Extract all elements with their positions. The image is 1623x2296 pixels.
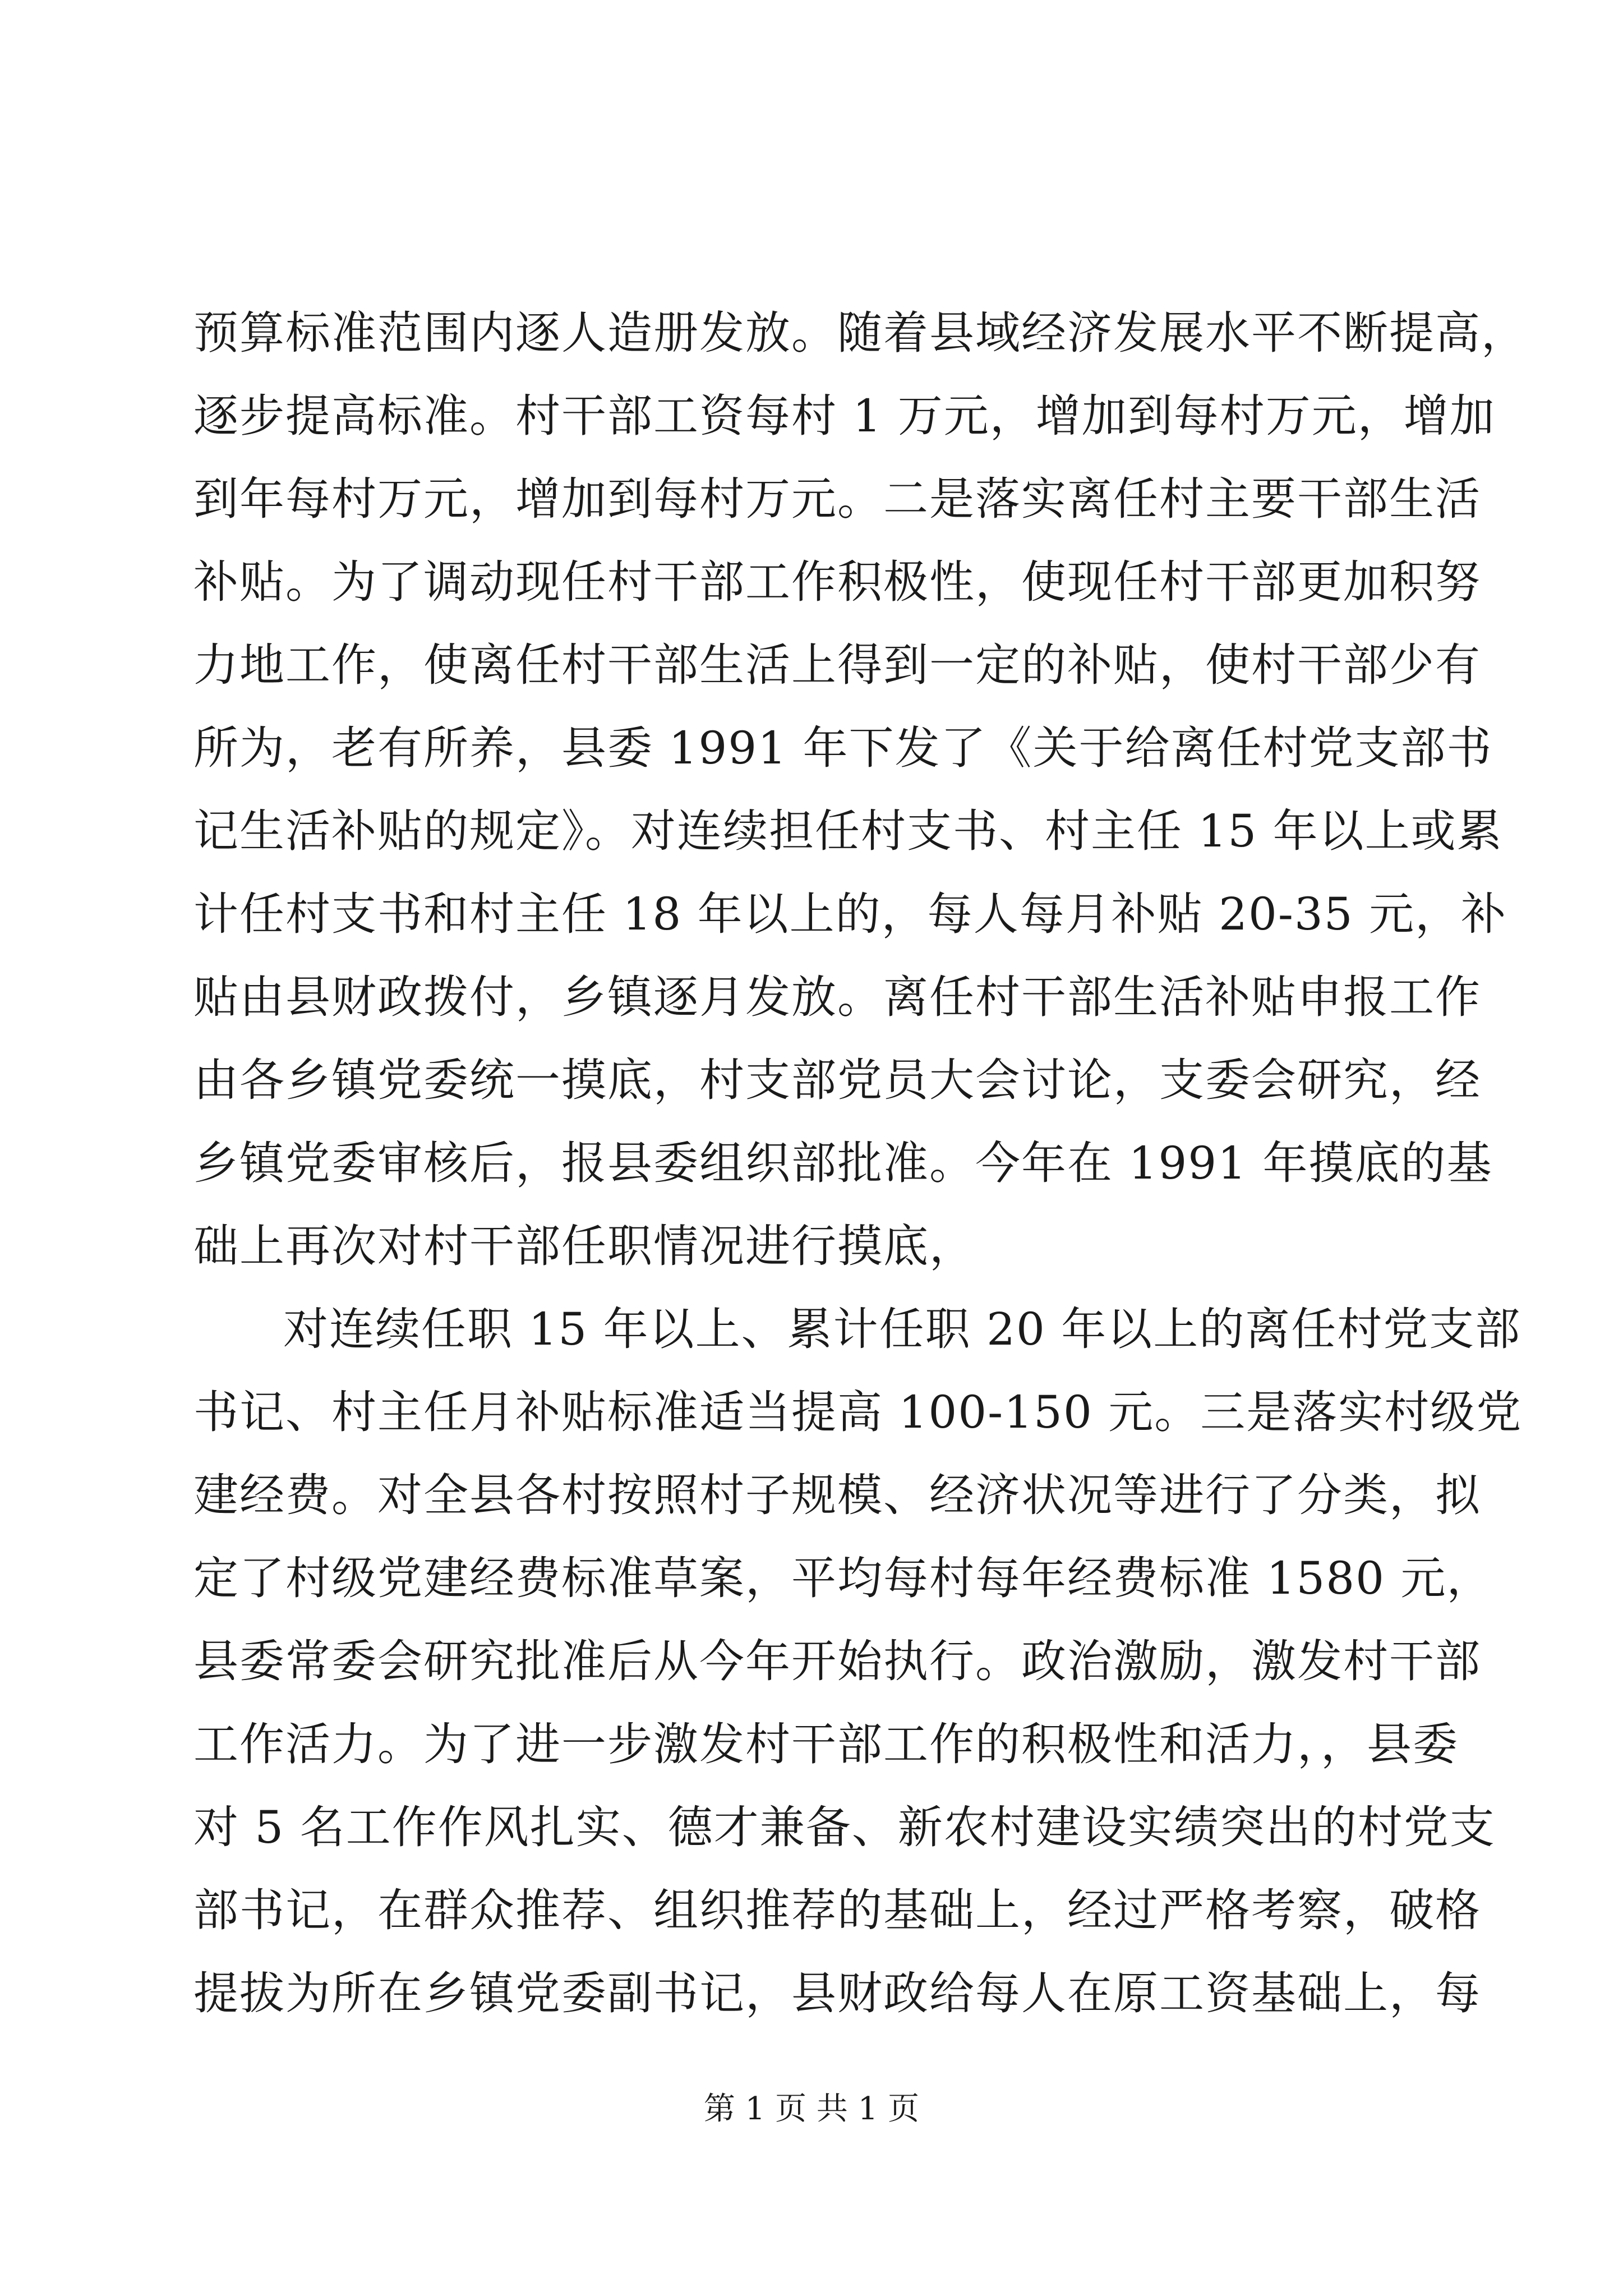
text-line: 建经费。对全县各村按照村子规模、经济状况等进行了分类，拟 bbox=[193, 1469, 1481, 1521]
paragraph-first-line: 对连续任职 15 年以上、累计任职 20 年以上的离任村党支部 bbox=[283, 1303, 1521, 1355]
text-line: 逐步提高标准。村干部工资每村 1 万元，增加到每村万元，增加 bbox=[193, 390, 1496, 442]
page-footer: 第 1 页 共 1 页 bbox=[703, 2091, 920, 2127]
text-line: 贴由县财政拨付，乡镇逐月发放。离任村干部生活补贴申报工作 bbox=[193, 971, 1481, 1023]
text-line: 定了村级党建经费标准草案，平均每村每年经费标准 1580 元， bbox=[193, 1552, 1493, 1604]
text-line: 记生活补贴的规定》。对连续担任村支书、村主任 15 年以上或累 bbox=[193, 805, 1503, 857]
text-line: 乡镇党委审核后，报县委组织部批准。今年在 1991 年摸底的基 bbox=[193, 1137, 1493, 1189]
text-line: 所为，老有所养，县委 1991 年下发了《关于给离任村党支部书 bbox=[193, 722, 1493, 774]
body-text bbox=[193, 292, 1527, 2035]
text-line: 到年每村万元，增加到每村万元。二是落实离任村主要干部生活 bbox=[193, 473, 1481, 525]
text-line: 力地工作，使离任村干部生活上得到一定的补贴，使村干部少有 bbox=[193, 639, 1481, 691]
text-line: 对 5 名工作作风扎实、德才兼备、新农村建设实绩突出的村党支 bbox=[193, 1801, 1496, 1853]
text-line: 县委常委会研究批准后从今年开始执行。政治激励，激发村干部 bbox=[193, 1635, 1481, 1687]
text-line: 础上再次对村干部任职情况进行摸底， bbox=[193, 1220, 975, 1272]
text-line: 部书记，在群众推荐、组织推荐的基础上，经过严格考察，破格 bbox=[193, 1884, 1481, 1936]
text-line: 由各乡镇党委统一摸底，村支部党员大会讨论，支委会研究，经 bbox=[193, 1054, 1481, 1106]
text-line: 计任村支书和村主任 18 年以上的，每人每月补贴 20-35 元，补 bbox=[193, 888, 1507, 940]
text-line: 提拔为所在乡镇党委副书记，县财政给每人在原工资基础上，每 bbox=[193, 1967, 1481, 2019]
text-line: 书记、村主任月补贴标准适当提高 100-150 元。三是落实村级党 bbox=[193, 1386, 1523, 1438]
text-line: 补贴。为了调动现任村干部工作积极性，使现任村干部更加积努 bbox=[193, 556, 1481, 608]
text-line: 预算标准范围内逐人造册发放。随着县域经济发展水平不断提高， bbox=[193, 307, 1527, 359]
text-line: 工作活力。为了进一步激发村干部工作的积极性和活力，，县委 bbox=[193, 1718, 1459, 1770]
